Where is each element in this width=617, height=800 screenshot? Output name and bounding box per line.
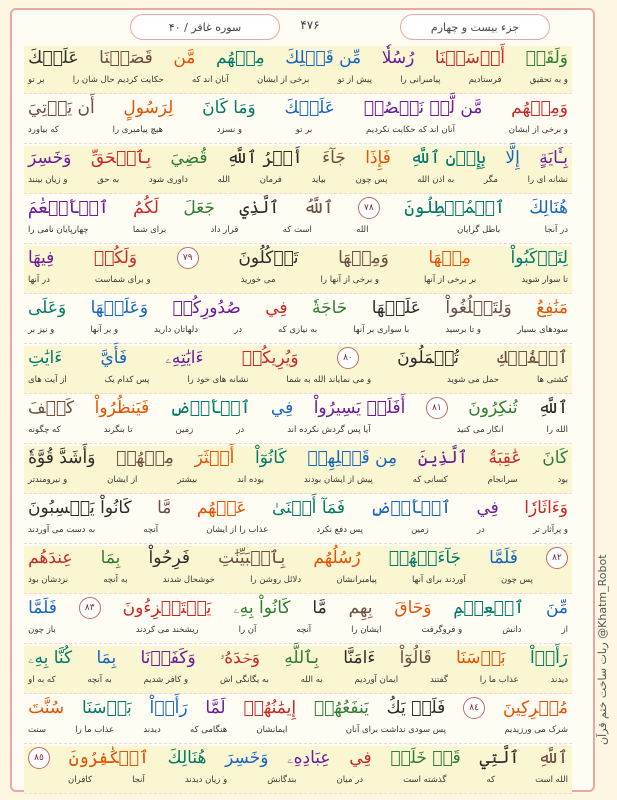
translation-word: زمین [175, 425, 194, 435]
translation-word: و بر آنها [90, 325, 119, 335]
translation-word: و تا برسید [445, 325, 482, 335]
arabic-line [24, 196, 572, 220]
arabic-word: مَّن لَّمۡ نَقۡصُصۡ [363, 98, 483, 118]
arabic-word: أَفَلَمۡ يَسِيرُواْ [313, 398, 406, 418]
verse-line [24, 446, 572, 494]
translation-word: بیاید [311, 175, 326, 185]
arabic-word: فَمَآ أَغۡنَىٰ [271, 498, 345, 518]
arabic-word: مِنۡهَا [428, 248, 471, 268]
arabic-line [24, 246, 572, 270]
translation-word: قرار داد [210, 225, 239, 235]
translation-word: پس دفع نکرد [316, 525, 363, 535]
arabic-line [24, 696, 572, 720]
arabic-word: فَلَمَّا [28, 598, 57, 618]
arabic-word: ٱلۡفُلۡكِ [497, 348, 568, 368]
page-number: ۴۷۶ [300, 18, 320, 32]
arabic-line [24, 546, 572, 570]
translation-word: سرانجام [487, 475, 518, 485]
arabic-line [24, 146, 572, 170]
translation-word: و نیز بر [28, 325, 55, 335]
arabic-word: جَآءَ [322, 148, 346, 168]
arabic-word: فِي [265, 298, 288, 318]
translation-word: الله [356, 225, 369, 235]
translation-word: کافران [68, 775, 93, 785]
ayah-number: ٧٨ [358, 197, 380, 219]
translation-word: تا بنگرند [103, 425, 133, 435]
arabic-word: فَيَنظُرُواْ [94, 398, 150, 418]
translation-word: پیامبرانی را [400, 75, 441, 85]
translation-word: پس کدام یک [104, 375, 150, 385]
translation-word: فرمان [259, 175, 282, 185]
translation-word: دیدند [550, 675, 568, 685]
arabic-word: بِهِم [348, 598, 373, 618]
arabic-word: حَاجَةٗ [311, 298, 348, 318]
arabic-word: وَلِتَبۡلُغُواْ [445, 298, 512, 318]
translation-word: به آنچه [103, 575, 128, 585]
juz-text: جزء بیست و چهارم [430, 20, 520, 34]
translation-word: بیشتر [177, 475, 198, 485]
arabic-word: لِتَرۡكَبُواْ [510, 248, 568, 268]
verse-line [24, 546, 572, 594]
translation-word: بود [557, 475, 568, 485]
arabic-word: هُنَالِكَ [529, 198, 568, 218]
arabic-word: ٱلۡعِلۡمِ [453, 598, 525, 618]
arabic-word: سُنَّتَ [28, 698, 65, 718]
translation-word: کسانی که [412, 475, 448, 485]
arabic-word: ٱلۡأَرۡضِ [370, 498, 452, 518]
arabic-word: كَانُواْ بِهِۦ [233, 598, 291, 618]
translation-word: باطل گرایان [457, 225, 501, 235]
translation-word: و به تحقیق [529, 75, 568, 85]
translation-word: چهارپایان نامی را [28, 225, 89, 235]
translation-line [24, 524, 572, 536]
translation-word: و زیان بینند [28, 175, 68, 185]
verse-line [24, 746, 572, 794]
arabic-word: ٱلَّذِينَ [417, 448, 468, 468]
ayah-number: ٨١ [426, 397, 448, 419]
translation-word: به دست می آوردند [28, 525, 96, 535]
translation-word: بر تو [295, 125, 313, 135]
arabic-word: فَأَيَّ [100, 348, 128, 368]
arabic-word: مِنۡهُمۡ [116, 448, 174, 468]
arabic-word: فَلَمۡ يَكُ [386, 698, 446, 718]
translation-word: الله را [546, 425, 568, 435]
translation-word: دلائل روشن را [250, 575, 302, 585]
arabic-word: بَأۡسَنَا [455, 648, 506, 668]
translation-word: آنچه [296, 625, 312, 635]
translation-word: ایشان را [351, 625, 382, 635]
arabic-word: مِنۡهُم [215, 48, 265, 68]
arabic-word: إِيمَٰنُهُمۡ [243, 698, 297, 718]
translation-word: برخی از ایشان [256, 75, 310, 85]
translation-word: هیچ پیامبری را [112, 125, 163, 135]
ayah-number: ٨٠ [337, 347, 359, 369]
arabic-word: وَعَلَى [28, 298, 67, 318]
arabic-word: مَنَٰفِعُ [536, 298, 568, 318]
arabic-word: وَلَقَدۡ [525, 48, 568, 68]
arabic-word: بِإِذۡنِ ٱللَّهِ [410, 148, 486, 168]
arabic-word: وَحۡدَهُۥ [220, 648, 260, 668]
verse-line [24, 646, 572, 694]
arabic-word: عَلَيۡهَا [371, 298, 421, 318]
translation-word: نشانه های خود را [187, 375, 249, 385]
arabic-word: كَانُواْ يَكۡسِبُونَ [28, 498, 132, 518]
translation-line [24, 124, 572, 136]
translation-word: که بیاورد [28, 125, 59, 135]
arabic-word: بَأۡسَنَا [82, 698, 132, 718]
arabic-word: ٱلَّذِي [239, 198, 280, 218]
translation-word: و کافر شدیم [143, 675, 189, 685]
translation-word: آنچه [143, 525, 159, 535]
arabic-word: مَّا [312, 598, 327, 618]
arabic-word: ٱلۡأَرۡضِ [169, 398, 251, 418]
translation-word: ریشخند می کردند [135, 625, 199, 635]
arabic-word: رَأَوۡاْ [149, 698, 188, 718]
arabic-word: بِمَا [96, 648, 117, 668]
translation-word: و نسزد [216, 125, 242, 135]
arabic-word: فَلَمَّا [489, 548, 518, 568]
arabic-word: بِمَا [100, 548, 121, 568]
arabic-word: ٱللَّهِ [538, 748, 568, 768]
translation-word: برای شما [132, 225, 167, 235]
verse-line [24, 346, 572, 394]
arabic-word: كَيۡفَ [28, 398, 75, 418]
translation-word: پیش از ایشان بودند [303, 475, 373, 485]
translation-word: پس سودی نداشت برای آنان [345, 725, 447, 735]
ayah-number: ٧٩ [177, 247, 199, 269]
verse-line [24, 196, 572, 244]
translation-line [24, 274, 572, 286]
arabic-word: أَكۡثَرَ [194, 448, 235, 468]
translation-word: آنان اند که حکایت نکردیم [366, 125, 456, 135]
arabic-word: وَكَفَرۡنَا [140, 648, 196, 668]
translation-word: در آنجا [544, 225, 568, 235]
arabic-word: بِٱللَّهِ [284, 648, 319, 668]
arabic-line [24, 46, 572, 70]
arabic-word: فِيهَا [28, 248, 55, 268]
translation-word: و فروگرفت [421, 625, 463, 635]
translation-word: پس چون [355, 175, 388, 185]
translation-word: ایمانشان [256, 725, 288, 735]
translation-word: به حق [97, 175, 120, 185]
arabic-word: أَرۡسَلۡنَا [434, 48, 506, 68]
arabic-word: أَمۡرُ ٱللَّهِ [227, 148, 303, 168]
arabic-word: ءَايَٰتِهِۦ [165, 348, 204, 368]
arabic-word: عَٰقِبَةُ [488, 448, 522, 468]
arabic-word: جَعَلَ [183, 198, 215, 218]
translation-word: فرستادیم [468, 75, 502, 85]
arabic-word: وَمِنۡهَا [338, 248, 389, 268]
verse-line [24, 246, 572, 294]
translation-word: بندگانش [267, 775, 297, 785]
verse-line [24, 596, 572, 644]
translation-word: باز چون [28, 625, 56, 635]
translation-word: دلهاتان دارید [154, 325, 199, 335]
arabic-word: ٱلَّتِي [479, 748, 520, 768]
arabic-word: صُدُورِكُمۡ [172, 298, 241, 318]
translation-word: و برخی از ایشان [508, 125, 568, 135]
arabic-word: عِبَادِهِۦ [287, 748, 331, 768]
translation-line [24, 324, 572, 336]
arabic-word: ءَامَنَّا [343, 648, 376, 668]
arabic-word: وَلَكُمۡ [93, 248, 138, 268]
translation-word: و نیرومندتر [28, 475, 68, 485]
arabic-word: عَلَيۡكَ [28, 48, 79, 68]
arabic-word: فِي [349, 748, 372, 768]
arabic-word: عَلَيۡكَ [284, 98, 335, 118]
translation-word: شرک می ورزیدیم [504, 725, 568, 735]
arabic-word: رُسُلٗا [381, 48, 415, 68]
arabic-word: تُحۡمَلُونَ [397, 348, 460, 368]
translation-word: تا سوار شوید [521, 275, 568, 285]
translation-word: از [561, 625, 568, 635]
arabic-word: لِرَسُولٍ [123, 98, 174, 118]
translation-word: در [236, 425, 245, 435]
arabic-word: مِّنَ [545, 598, 568, 618]
arabic-line [24, 496, 572, 520]
arabic-word: فِي [270, 398, 294, 418]
arabic-word: تُنكِرُونَ [468, 398, 518, 418]
translation-word: نشانه ای را [527, 175, 568, 185]
arabic-word: وَخَسِرَ [225, 748, 269, 768]
arabic-word: ٱللَّهِ [538, 398, 568, 418]
arabic-word: ٱلۡمُبۡطِلُونَ [404, 198, 505, 218]
translation-word: سنت [28, 725, 47, 735]
arabic-word: قَالُوٓاْ [399, 648, 432, 668]
translation-word: آنان اند که [191, 75, 229, 85]
translation-word: پیش از تو [337, 75, 372, 85]
verse-line [24, 396, 572, 444]
translation-word: زمین [411, 525, 429, 535]
arabic-line [24, 746, 572, 770]
arabic-word: ٱللَّهُ [303, 198, 334, 218]
arabic-word: قَدۡ خَلَتۡ [390, 748, 461, 768]
arabic-word: وَمَا كَانَ [202, 98, 256, 118]
arabic-word: يَسۡتَهۡزِءُونَ [122, 598, 212, 618]
arabic-word: عِندَهُم [28, 548, 73, 568]
arabic-word: مُشۡرِكِينَ [502, 698, 568, 718]
verse-line [24, 696, 572, 744]
translation-word: و می نمایاند الله به شما [286, 375, 372, 385]
arabic-line [24, 96, 572, 120]
translation-line [24, 724, 572, 736]
arabic-word: وَعَلَيۡهَا [90, 298, 149, 318]
translation-word: الله [217, 175, 230, 185]
arabic-word: بِٱلۡحَقِّ [90, 148, 152, 168]
translation-word: حمل می شوید [447, 375, 500, 385]
translation-line [24, 74, 572, 86]
arabic-word: رَأَوۡاْ [529, 648, 568, 668]
translation-word: عذاب را از ایشان [206, 525, 269, 535]
translation-word: گفتند [429, 675, 448, 685]
translation-word: ایمان آوردیم [354, 675, 399, 685]
translation-word: نزدشان بود [28, 575, 69, 585]
arabic-line [24, 296, 572, 320]
translation-line [24, 674, 572, 686]
arabic-word: يَنفَعُهُمۡ [313, 698, 369, 718]
arabic-word: فَإِذَا [365, 148, 391, 168]
translation-word: به اذن الله [417, 175, 455, 185]
translation-line [24, 474, 572, 486]
translation-word: دانش [502, 625, 522, 635]
arabic-word: لَمَّا [205, 698, 226, 718]
ayah-number: ٨٤ [463, 697, 485, 719]
translation-word: بر تو [28, 75, 45, 85]
arabic-word: لَكُمُ [133, 198, 159, 218]
translation-word: در [234, 325, 242, 335]
arabic-word: رُسُلُهُم [313, 548, 361, 568]
translation-word: حکایت کردیم حال شان را [72, 75, 164, 85]
translation-word: هنگامی که [189, 725, 228, 735]
translation-word: می خورید [240, 275, 276, 285]
arabic-word: كُنَّا بِهِۦ [28, 648, 73, 668]
translation-word: آوردند برای آنها [411, 575, 466, 585]
translation-word: سودهای بسیار [517, 325, 568, 335]
translation-line [24, 174, 572, 186]
arabic-word: مِّن قَبۡلِكَ [285, 48, 362, 68]
verse-line [24, 146, 572, 194]
translation-line [24, 424, 572, 436]
translation-line [24, 624, 572, 636]
arabic-word: بِـَٔايَةٍ [539, 148, 568, 168]
arabic-line [24, 396, 572, 420]
translation-word: گذشته است [403, 775, 447, 785]
verse-line [24, 96, 572, 144]
arabic-line [24, 596, 572, 620]
arabic-word: مَّن [173, 48, 196, 68]
translation-word: آیا پس گردش نکرده اند [287, 425, 371, 435]
arabic-word: ءَايَٰتِ [28, 348, 63, 368]
arabic-word: تَأۡكُلُونَ [238, 248, 299, 268]
translation-word: الله است [535, 775, 568, 785]
arabic-word: كَانُوٓاْ [255, 448, 287, 468]
translation-word: مگر [483, 175, 498, 185]
translation-word: داوری شود [148, 175, 188, 185]
surah-label [130, 14, 280, 40]
translation-word: در آنها [28, 275, 50, 285]
verse-line [24, 496, 572, 544]
arabic-word: عَنۡهُم [196, 498, 247, 518]
translation-word: در [476, 525, 485, 535]
translation-word: از ایشان [107, 475, 138, 485]
translation-word: پس چون [501, 575, 533, 585]
translation-word: انکار می کنید [456, 425, 504, 435]
arabic-word: فِي [476, 498, 499, 518]
translation-line [24, 574, 572, 586]
arabic-word: وَحَاقَ [394, 598, 432, 618]
arabic-line [24, 346, 572, 370]
translation-word: و پرآثار تر [532, 525, 568, 535]
translation-word: به الله [300, 675, 323, 685]
arabic-word: قَصَصۡنَا [99, 48, 153, 68]
arabic-word: كَانَ [542, 448, 568, 468]
arabic-word: مِن قَبۡلِهِمۡ [307, 448, 398, 468]
ayah-number: ٨٢ [546, 547, 568, 569]
translation-word: آنجا [132, 775, 145, 785]
ayah-number: ٨٣ [79, 597, 101, 619]
translation-word: است که [282, 225, 312, 235]
arabic-word: إِلَّا [505, 148, 520, 168]
arabic-word: مَّا [157, 498, 172, 518]
translation-line [24, 224, 572, 236]
translation-word: به نیازی که [278, 325, 318, 335]
translation-word: عذاب ما را [75, 725, 115, 735]
translation-word: به آنچه [87, 675, 112, 685]
translation-word: و برخی از آنها را [320, 275, 380, 285]
translation-word: آن را [238, 625, 257, 635]
arabic-word: وَخَسِرَ [28, 148, 72, 168]
translation-word: بوده اند [237, 475, 264, 485]
translation-word: دیدند [143, 725, 161, 735]
arabic-word: هُنَالِكَ [167, 748, 207, 768]
juz-label [400, 14, 550, 40]
translation-word: کشتی ها [536, 375, 568, 385]
translation-word: که چگونه [28, 425, 61, 435]
translation-word: که به او [28, 675, 56, 685]
ayah-number: ٨٥ [28, 747, 50, 769]
arabic-word: وَيُرِيكُمۡ [241, 348, 299, 368]
translation-word: به یگانگی اش [220, 675, 269, 685]
arabic-word: قُضِيَ [170, 148, 208, 168]
arabic-word: فَرِحُواْ [148, 548, 191, 568]
arabic-word: بِٱلۡبَيِّنَٰتِ [218, 548, 286, 568]
translation-word: و زیان دیدند [184, 775, 228, 785]
arabic-line [24, 646, 572, 670]
arabic-word: وَمِنۡهُم [511, 98, 568, 118]
translation-word: از آیت های [28, 375, 67, 385]
translation-word: با سواری بر آنها [353, 325, 410, 335]
arabic-word: جَآءَتۡهُمۡ [388, 548, 462, 568]
arabic-word: ٱلۡأَنۡعَٰمَ [28, 198, 109, 218]
translation-word: پیامبرانشان [336, 575, 377, 585]
arabic-line [24, 446, 572, 470]
arabic-word: أَن يَأۡتِيَ [28, 98, 95, 118]
translation-line [24, 774, 572, 786]
translation-word: در میان [336, 775, 364, 785]
translation-word: که [486, 775, 496, 785]
translation-word: و برای شماست [94, 275, 151, 285]
translation-word: بر برخی از آنها [424, 275, 477, 285]
verse-line [24, 296, 572, 344]
verse-line [24, 46, 572, 94]
arabic-word: وَءَاثَارٗا [524, 498, 568, 518]
translation-word: خوشحال شدند [162, 575, 215, 585]
arabic-word: وَأَشَدَّ قُوَّةٗ [28, 448, 96, 468]
surah-text: سوره غافر / ۴۰ [168, 20, 242, 34]
translation-word: عذاب ما را [479, 675, 519, 685]
arabic-word: ٱلۡكَٰفِرُونَ [68, 748, 149, 768]
translation-line [24, 374, 572, 386]
watermark-text: ربات ساخت ختم قرآن @Khatm_Robot [596, 554, 609, 746]
